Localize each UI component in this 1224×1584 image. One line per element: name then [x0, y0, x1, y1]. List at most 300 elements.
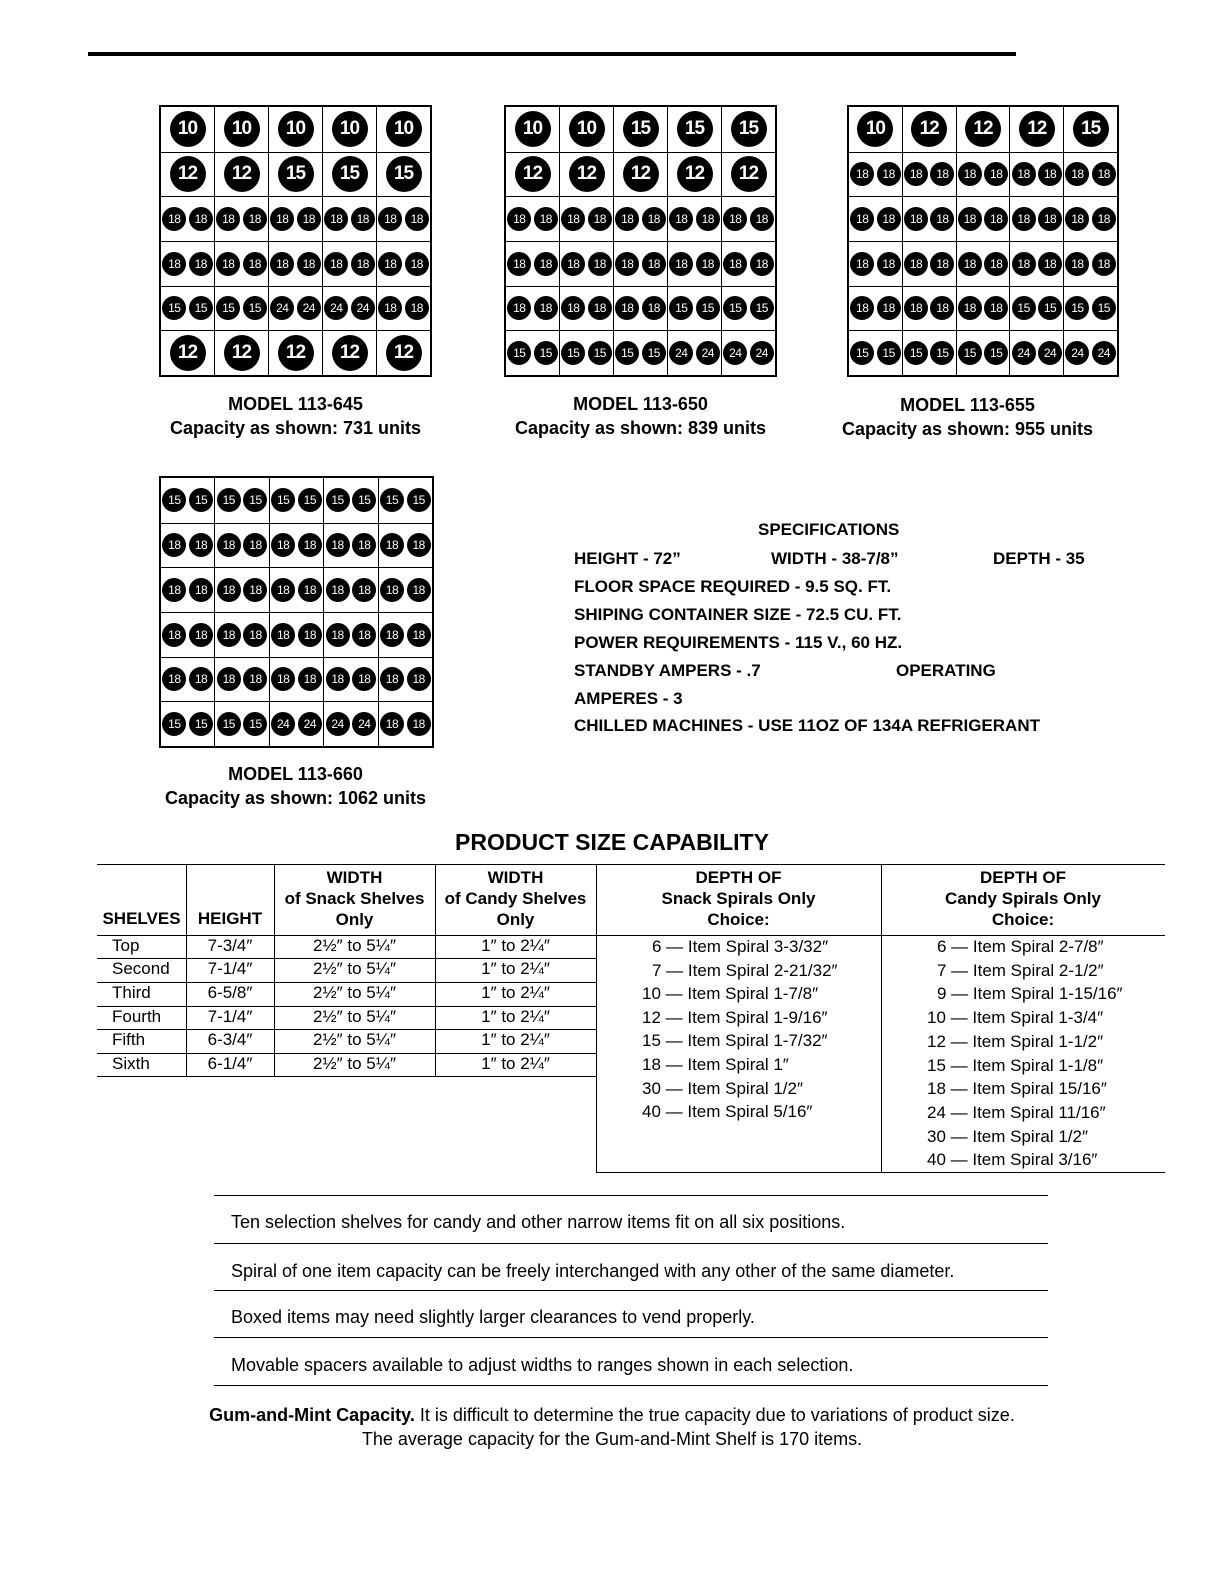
shelf-row [161, 196, 430, 241]
spiral-count-badge: 18 [271, 623, 295, 647]
spiral-depth-item: 30 — Item Spiral 1/2″ [927, 1126, 1088, 1146]
shelf-row [506, 152, 775, 197]
spiral-count-badge: 18 [850, 207, 874, 231]
shelf-snack-width: 2½″ to 5¼″ [313, 1030, 396, 1049]
spiral-count-badge: 18 [189, 667, 213, 691]
spiral-count-badge: 18 [850, 252, 874, 276]
spiral-count-badge: 18 [1065, 207, 1089, 231]
spiral-count-badge: 18 [162, 533, 186, 557]
spiral-count-badge: 24 [326, 712, 350, 736]
spiral-count-badge: 18 [642, 252, 666, 276]
spiral-count-badge: 15 [1012, 296, 1036, 320]
shelf-row [506, 330, 775, 375]
spiral-count-badge: 18 [534, 207, 558, 231]
spiral-count-badge: 18 [162, 252, 186, 276]
shelf-snack-width: 2½″ to 5¼″ [313, 1007, 396, 1026]
shelf-row [161, 701, 432, 746]
spiral-count-badge: 18 [1065, 162, 1089, 186]
spiral-count-badge: 18 [696, 207, 720, 231]
shelf-row [161, 612, 432, 657]
spiral-depth-item: 12 — Item Spiral 1-1/2″ [927, 1031, 1104, 1051]
shelf-snack-width: 2½″ to 5¼″ [313, 983, 396, 1002]
spiral-count-badge: 18 [271, 578, 295, 602]
spiral-count-badge: 18 [216, 207, 240, 231]
gum-and-mint-line1 [0, 1403, 1224, 1427]
spec-standby: STANDBY AMPERS - .7 [574, 661, 761, 680]
spiral-count-badge: 18 [588, 207, 612, 231]
spiral-count-badge: 18 [958, 296, 982, 320]
spiral-count-badge: 12 [224, 335, 260, 371]
spiral-count-badge: 15 [904, 341, 928, 365]
spiral-count-badge: 24 [750, 341, 774, 365]
spiral-count-badge: 18 [378, 296, 402, 320]
spiral-count-badge: 18 [405, 207, 429, 231]
spiral-count-badge: 18 [507, 207, 531, 231]
spiral-count-badge: 18 [243, 578, 267, 602]
spiral-depth-item: 24 — Item Spiral 11/16″ [927, 1102, 1106, 1122]
spiral-count-badge: 18 [642, 207, 666, 231]
spiral-count-badge: 18 [405, 252, 429, 276]
model-113-650-caption [475, 392, 806, 440]
spiral-count-badge: 18 [326, 623, 350, 647]
spiral-count-badge: 18 [351, 207, 375, 231]
spiral-count-badge: 18 [352, 578, 376, 602]
spiral-count-badge: 18 [984, 207, 1008, 231]
spiral-count-badge: 10 [170, 111, 206, 147]
spiral-count-badge: 15 [326, 488, 350, 512]
spiral-count-badge: 18 [750, 252, 774, 276]
spiral-count-badge: 24 [351, 296, 375, 320]
spiral-count-badge: 18 [243, 533, 267, 557]
shelf-row [161, 286, 430, 331]
spiral-count-badge: 18 [216, 252, 240, 276]
model-113-645-diagram [159, 105, 432, 377]
shelf-row [506, 196, 775, 241]
spiral-count-badge: 12 [224, 156, 260, 192]
spiral-depth-item: 18 — Item Spiral 15/16″ [927, 1079, 1107, 1099]
spiral-count-badge: 18 [615, 252, 639, 276]
shelf-snack-width: 2½″ to 5¼″ [313, 959, 396, 978]
spiral-count-badge: 15 [930, 341, 954, 365]
spiral-count-badge: 12 [170, 335, 206, 371]
model-113-655-diagram [847, 105, 1119, 377]
spiral-count-badge: 10 [386, 111, 422, 147]
spiral-count-badge: 18 [243, 207, 267, 231]
spec-shipping: SHIPING CONTAINER SIZE - 72.5 CU. FT. [574, 605, 902, 624]
spiral-count-badge: 18 [723, 207, 747, 231]
model-name: MODEL 113-645 [228, 394, 363, 414]
spiral-count-badge: 15 [380, 488, 404, 512]
gum-and-mint-line2: The average capacity for the Gum-and-Mint Shelf is 170 items. [361, 1429, 863, 1449]
spiral-count-badge: 15 [677, 111, 713, 147]
spiral-count-badge: 15 [407, 488, 431, 512]
spiral-count-badge: 18 [189, 623, 213, 647]
spiral-count-badge: 12 [731, 156, 767, 192]
spiral-count-badge: 18 [1065, 252, 1089, 276]
product-size-title: PRODUCT SIZE CAPABILITY [455, 829, 769, 855]
spiral-count-badge: 18 [298, 623, 322, 647]
spiral-count-badge: 18 [1038, 207, 1062, 231]
spiral-count-badge: 18 [380, 533, 404, 557]
spiral-count-badge: 15 [278, 156, 314, 192]
spiral-count-badge: 18 [1038, 162, 1062, 186]
spiral-count-badge: 10 [278, 111, 314, 147]
spiral-count-badge: 18 [930, 162, 954, 186]
model-113-660-caption [130, 762, 461, 810]
shelf-name: Sixth [112, 1054, 150, 1073]
spiral-count-badge: 18 [217, 667, 241, 691]
header-height: HEIGHT [197, 909, 263, 928]
model-name: MODEL 113-650 [573, 394, 708, 414]
spec-amperes: AMPERES - 3 [574, 689, 683, 708]
shelf-snack-width: 2½″ to 5¼″ [313, 936, 396, 955]
spiral-count-badge: 15 [162, 712, 186, 736]
shelf-row [161, 330, 430, 375]
spiral-count-badge: 15 [1092, 296, 1116, 320]
spiral-count-badge: 15 [189, 712, 213, 736]
spiral-count-badge: 24 [298, 712, 322, 736]
spiral-count-badge: 24 [669, 341, 693, 365]
spiral-count-badge: 10 [857, 111, 893, 147]
spiral-count-badge: 18 [407, 712, 431, 736]
spiral-count-badge: 12 [332, 335, 368, 371]
spiral-count-badge: 18 [189, 252, 213, 276]
shelf-candy-width: 1″ to 2¼″ [481, 959, 550, 978]
spiral-count-badge: 18 [326, 667, 350, 691]
shelf-row [506, 107, 775, 152]
spiral-count-badge: 10 [515, 111, 551, 147]
spiral-count-badge: 18 [904, 207, 928, 231]
spiral-count-badge: 18 [378, 207, 402, 231]
model-113-650-diagram [504, 105, 777, 377]
shelf-row [161, 478, 432, 523]
spiral-count-badge: 15 [189, 296, 213, 320]
spiral-count-badge: 18 [243, 252, 267, 276]
spiral-count-badge: 18 [324, 252, 348, 276]
spiral-count-badge: 15 [243, 488, 267, 512]
shelf-row [849, 241, 1117, 286]
shelf-row [161, 152, 430, 197]
shelf-height: 7-1/4″ [207, 1007, 253, 1026]
shelf-name: Fourth [112, 1007, 162, 1026]
spiral-count-badge: 18 [723, 252, 747, 276]
spiral-count-badge: 18 [380, 667, 404, 691]
spiral-count-badge: 18 [297, 207, 321, 231]
spiral-count-badge: 15 [623, 111, 659, 147]
model-113-655-caption [802, 393, 1133, 441]
spiral-count-badge: 18 [588, 296, 612, 320]
spiral-count-badge: 18 [958, 207, 982, 231]
spiral-count-badge: 15 [723, 296, 747, 320]
spiral-count-badge: 15 [217, 488, 241, 512]
spiral-count-badge: 18 [1038, 252, 1062, 276]
shelf-row [161, 523, 432, 568]
spiral-count-badge: 15 [243, 296, 267, 320]
shelf-row [506, 286, 775, 331]
shelf-name: Top [112, 936, 140, 955]
spiral-count-badge: 15 [561, 341, 585, 365]
spiral-count-badge: 18 [850, 162, 874, 186]
spiral-count-badge: 24 [723, 341, 747, 365]
model-capacity: Capacity as shown: 731 units [169, 418, 422, 438]
spiral-count-badge: 15 [877, 341, 901, 365]
spec-depth: DEPTH - 35 [993, 549, 1085, 568]
spiral-depth-item: 6 — Item Spiral 2-7/8″ [937, 937, 1104, 956]
header-shelves: SHELVES [102, 909, 181, 928]
spiral-count-badge: 18 [271, 667, 295, 691]
spiral-count-badge: 15 [642, 341, 666, 365]
spiral-count-badge: 18 [696, 252, 720, 276]
shelf-row [849, 286, 1117, 331]
model-capacity: Capacity as shown: 955 units [841, 419, 1094, 439]
spec-width: WIDTH - 38-7/8” [771, 549, 899, 568]
spiral-count-badge: 18 [1092, 252, 1116, 276]
spiral-count-badge: 15 [615, 341, 639, 365]
spiral-count-badge: 15 [332, 156, 368, 192]
spiral-count-badge: 18 [189, 207, 213, 231]
spiral-count-badge: 18 [378, 252, 402, 276]
shelf-candy-width: 1″ to 2¼″ [481, 983, 550, 1002]
spiral-depth-item: 9 — Item Spiral 1-15/16″ [937, 984, 1123, 1004]
spiral-count-badge: 15 [386, 156, 422, 192]
spiral-count-badge: 18 [1012, 207, 1036, 231]
spiral-count-badge: 18 [507, 296, 531, 320]
spiral-count-badge: 18 [243, 667, 267, 691]
spec-floor-space: FLOOR SPACE REQUIRED - 9.5 SQ. FT. [574, 577, 892, 596]
spiral-count-badge: 24 [270, 296, 294, 320]
spiral-count-badge: 15 [298, 488, 322, 512]
spiral-count-badge: 18 [1092, 162, 1116, 186]
spiral-count-badge: 18 [162, 207, 186, 231]
spiral-count-badge: 15 [750, 296, 774, 320]
spiral-count-badge: 15 [507, 341, 531, 365]
spiral-count-badge: 24 [1092, 341, 1116, 365]
spiral-count-badge: 18 [984, 252, 1008, 276]
model-113-660-diagram [159, 476, 434, 748]
spiral-count-badge: 24 [271, 712, 295, 736]
spiral-count-badge: 12 [569, 156, 605, 192]
spiral-count-badge: 12 [170, 156, 206, 192]
spiral-count-badge: 18 [930, 296, 954, 320]
spiral-count-badge: 18 [904, 296, 928, 320]
spiral-count-badge: 15 [216, 296, 240, 320]
spiral-count-badge: 18 [380, 712, 404, 736]
spiral-count-badge: 15 [162, 488, 186, 512]
spiral-count-badge: 18 [930, 207, 954, 231]
spiral-count-badge: 18 [352, 623, 376, 647]
spiral-depth-item: 10 — Item Spiral 1-7/8″ [642, 984, 819, 1004]
spiral-depth-item: 7 — Item Spiral 2-21/32″ [652, 960, 838, 980]
spiral-count-badge: 15 [984, 341, 1008, 365]
spiral-count-badge: 18 [750, 207, 774, 231]
spiral-count-badge: 18 [877, 252, 901, 276]
spiral-count-badge: 18 [984, 162, 1008, 186]
spiral-depth-item: 7 — Item Spiral 2-1/2″ [937, 960, 1104, 980]
spiral-count-badge: 18 [534, 296, 558, 320]
shelf-name: Third [112, 983, 151, 1002]
spiral-count-badge: 18 [1092, 207, 1116, 231]
spiral-count-badge: 15 [588, 341, 612, 365]
shelf-name: Fifth [112, 1030, 146, 1049]
spiral-count-badge: 12 [623, 156, 659, 192]
spiral-count-badge: 18 [351, 252, 375, 276]
spiral-count-badge: 18 [904, 252, 928, 276]
spiral-count-badge: 12 [677, 156, 713, 192]
header-candy-depth: DEPTH OF Candy Spirals Only Choice: [945, 868, 1101, 929]
spiral-count-badge: 18 [298, 533, 322, 557]
spiral-depth-item: 6 — Item Spiral 3-3/32″ [652, 937, 829, 956]
spiral-count-badge: 18 [407, 667, 431, 691]
spec-chilled: CHILLED MACHINES - USE 11OZ OF 134A REFRIGERANT [574, 716, 1040, 735]
shelf-candy-width: 1″ to 2¼″ [481, 1030, 550, 1049]
note-item: Boxed items may need slightly larger clearances to vend properly. [231, 1307, 755, 1327]
spiral-count-badge: 24 [324, 296, 348, 320]
spiral-count-badge: 18 [561, 252, 585, 276]
spec-height: HEIGHT - 72” [574, 549, 681, 568]
spiral-count-badge: 15 [271, 488, 295, 512]
spiral-count-badge: 15 [189, 488, 213, 512]
spiral-count-badge: 18 [1012, 252, 1036, 276]
shelf-height: 6-5/8″ [207, 983, 253, 1002]
spiral-depth-item: 18 — Item Spiral 1″ [642, 1055, 789, 1074]
shelf-height: 7-1/4″ [207, 959, 253, 978]
spiral-count-badge: 18 [324, 207, 348, 231]
spiral-count-badge: 15 [217, 712, 241, 736]
spiral-count-badge: 18 [642, 296, 666, 320]
shelf-candy-width: 1″ to 2¼″ [481, 936, 550, 955]
spiral-count-badge: 12 [278, 335, 314, 371]
spiral-count-badge: 18 [380, 623, 404, 647]
spiral-count-badge: 18 [930, 252, 954, 276]
note-item: Ten selection shelves for candy and other narrow items fit on all six positions. [231, 1212, 846, 1232]
spiral-count-badge: 18 [162, 667, 186, 691]
gum-label: Gum-and-Mint Capacity. [209, 1405, 415, 1425]
spiral-count-badge: 15 [1065, 296, 1089, 320]
spiral-count-badge: 15 [1073, 111, 1109, 147]
spiral-count-badge: 18 [877, 296, 901, 320]
spiral-count-badge: 15 [352, 488, 376, 512]
spiral-count-badge: 18 [984, 296, 1008, 320]
shelf-height: 6-3/4″ [207, 1030, 253, 1049]
shelf-name: Second [112, 959, 170, 978]
shelf-row [161, 567, 432, 612]
spiral-count-badge: 18 [162, 623, 186, 647]
spiral-count-badge: 10 [569, 111, 605, 147]
model-capacity: Capacity as shown: 1062 units [164, 788, 427, 808]
shelf-candy-width: 1″ to 2¼″ [481, 1007, 550, 1026]
spiral-count-badge: 15 [243, 712, 267, 736]
model-name: MODEL 113-655 [900, 395, 1035, 415]
spiral-count-badge: 18 [298, 667, 322, 691]
spiral-count-badge: 12 [911, 111, 947, 147]
spiral-count-badge: 18 [850, 296, 874, 320]
spiral-count-badge: 24 [696, 341, 720, 365]
spiral-count-badge: 18 [669, 207, 693, 231]
model-capacity: Capacity as shown: 839 units [514, 418, 767, 438]
spiral-count-badge: 18 [270, 207, 294, 231]
spiral-count-badge: 24 [1038, 341, 1062, 365]
spiral-count-badge: 18 [270, 252, 294, 276]
spiral-count-badge: 15 [958, 341, 982, 365]
spiral-count-badge: 15 [534, 341, 558, 365]
spiral-count-badge: 24 [352, 712, 376, 736]
spiral-count-badge: 18 [352, 533, 376, 557]
spiral-count-badge: 18 [407, 623, 431, 647]
spiral-count-badge: 18 [380, 578, 404, 602]
spiral-depth-item: 15 — Item Spiral 1-7/32″ [642, 1031, 828, 1051]
spiral-count-badge: 18 [326, 578, 350, 602]
spec-operating: OPERATING [896, 661, 996, 680]
spiral-count-badge: 15 [731, 111, 767, 147]
spiral-count-badge: 18 [877, 207, 901, 231]
spiral-count-badge: 12 [515, 156, 551, 192]
spiral-count-badge: 12 [386, 335, 422, 371]
spiral-count-badge: 18 [561, 207, 585, 231]
spiral-count-badge: 18 [217, 533, 241, 557]
spiral-count-badge: 18 [405, 296, 429, 320]
spiral-count-badge: 18 [561, 296, 585, 320]
shelf-candy-width: 1″ to 2¼″ [481, 1054, 550, 1073]
spiral-count-badge: 18 [588, 252, 612, 276]
spiral-count-badge: 24 [1065, 341, 1089, 365]
spiral-count-badge: 15 [1038, 296, 1062, 320]
spiral-count-badge: 15 [669, 296, 693, 320]
spiral-count-badge: 15 [162, 296, 186, 320]
shelf-snack-width: 2½″ to 5¼″ [313, 1054, 396, 1073]
shelf-row [849, 152, 1117, 197]
header-snack-depth: DEPTH OF Snack Spirals Only Choice: [661, 868, 816, 929]
spiral-count-badge: 15 [696, 296, 720, 320]
spiral-count-badge: 18 [904, 162, 928, 186]
shelf-height: 7-3/4″ [207, 936, 253, 955]
spiral-count-badge: 18 [326, 533, 350, 557]
spiral-count-badge: 18 [217, 578, 241, 602]
shelf-row [849, 107, 1117, 152]
spiral-depth-item: 40 — Item Spiral 5/16″ [642, 1102, 813, 1122]
spiral-count-badge: 18 [243, 623, 267, 647]
spiral-count-badge: 10 [332, 111, 368, 147]
spiral-depth-item: 12 — Item Spiral 1-9/16″ [642, 1007, 828, 1027]
shelf-row [161, 241, 430, 286]
spiral-count-badge: 18 [615, 296, 639, 320]
spiral-count-badge: 18 [615, 207, 639, 231]
top-rule [88, 52, 1016, 56]
model-name: MODEL 113-660 [228, 764, 363, 784]
specs-title: SPECIFICATIONS [758, 520, 900, 539]
spiral-count-badge: 18 [958, 252, 982, 276]
spiral-depth-item: 30 — Item Spiral 1/2″ [642, 1078, 803, 1098]
spiral-count-badge: 18 [298, 578, 322, 602]
shelf-row [849, 196, 1117, 241]
spiral-count-badge: 18 [534, 252, 558, 276]
header-snack-width: WIDTH of Snack Shelves Only [284, 868, 425, 929]
shelf-row [849, 330, 1117, 375]
shelf-height: 6-1/4″ [207, 1054, 253, 1073]
spiral-count-badge: 24 [297, 296, 321, 320]
spiral-count-badge: 15 [850, 341, 874, 365]
shelf-row [161, 107, 430, 152]
spiral-count-badge: 18 [352, 667, 376, 691]
spiral-count-badge: 18 [407, 533, 431, 557]
note-item: Spiral of one item capacity can be freely interchanged with any other of the same diameter. [231, 1261, 955, 1281]
spiral-count-badge: 18 [958, 162, 982, 186]
spiral-depth-item: 10 — Item Spiral 1-3/4″ [927, 1008, 1104, 1028]
header-candy-width: WIDTH of Candy Shelves Only [444, 868, 587, 929]
model-113-645-caption [130, 392, 461, 440]
spiral-count-badge: 10 [224, 111, 260, 147]
spiral-count-badge: 18 [217, 623, 241, 647]
note-item: Movable spacers available to adjust widths to ranges shown in each selection. [231, 1355, 854, 1375]
